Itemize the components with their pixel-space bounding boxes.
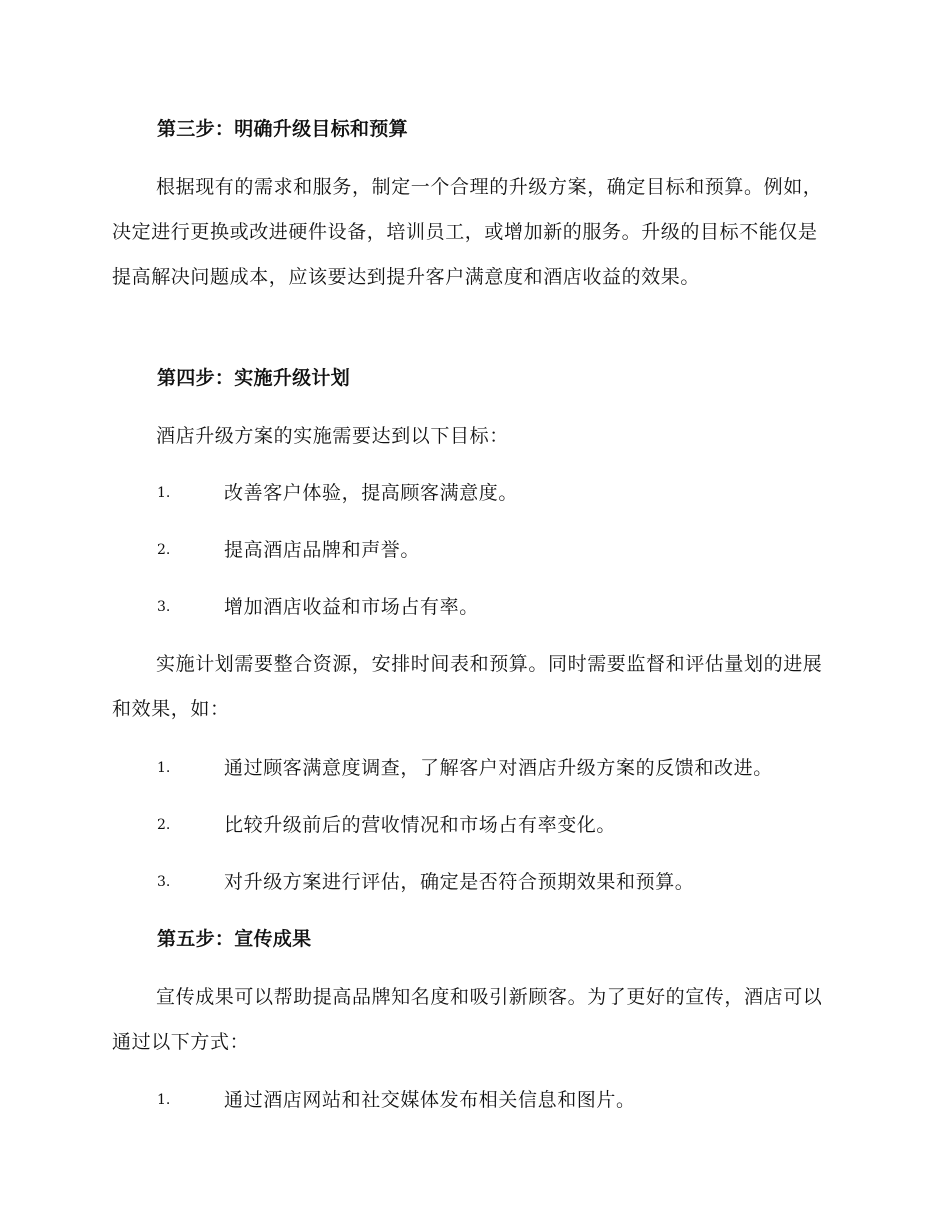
step3-paragraph: 根据现有的需求和服务，制定一个合理的升级方案，确定目标和预算。例如，决定进行更换或改进硬件设备，培训员工，或增加新的服务。升级的目标不能仅是提高解决问题成本，应该要达到提升客户满意度和酒店收益的效果。: [112, 176, 823, 288]
step3-heading: 第三步：明确升级目标和预算: [157, 118, 408, 140]
list-item-number: 1.: [157, 1092, 171, 1108]
step4-intro: 酒店升级方案的实施需要达到以下目标：: [156, 425, 509, 447]
list-item-text: 增加酒店收益和市场占有率。: [224, 596, 479, 618]
list-item-number: 3.: [157, 874, 171, 890]
step5-paragraph: 宣传成果可以帮助提高品牌知名度和吸引新顾客。为了更好的宣传，酒店可以通过以下方式：: [112, 986, 823, 1053]
list-item-number: 3.: [157, 599, 171, 615]
list-item-number: 2.: [157, 817, 171, 833]
list-item-text: 改善客户体验，提高顾客满意度。: [224, 482, 519, 504]
list-item-text: 提高酒店品牌和声誉。: [224, 539, 421, 561]
list-item-number: 1.: [157, 485, 171, 501]
list-item-text: 对升级方案进行评估，确定是否符合预期效果和预算。: [224, 871, 695, 893]
list-item-number: 2.: [157, 542, 171, 558]
step4-heading: 第四步：实施升级计划: [157, 367, 351, 389]
step4-plan-paragraph: 实施计划需要整合资源，安排时间表和预算。同时需要监督和评估量划的进展和效果，如：: [112, 653, 823, 720]
list-item-text: 比较升级前后的营收情况和市场占有率变化。: [224, 814, 617, 836]
list-item-number: 1.: [157, 760, 171, 776]
step5-heading: 第五步：宣传成果: [157, 928, 312, 950]
list-item-text: 通过顾客满意度调查，了解客户对酒店升级方案的反馈和改进。: [224, 757, 773, 779]
list-item-text: 通过酒店网站和社交媒体发布相关信息和图片。: [224, 1089, 636, 1111]
